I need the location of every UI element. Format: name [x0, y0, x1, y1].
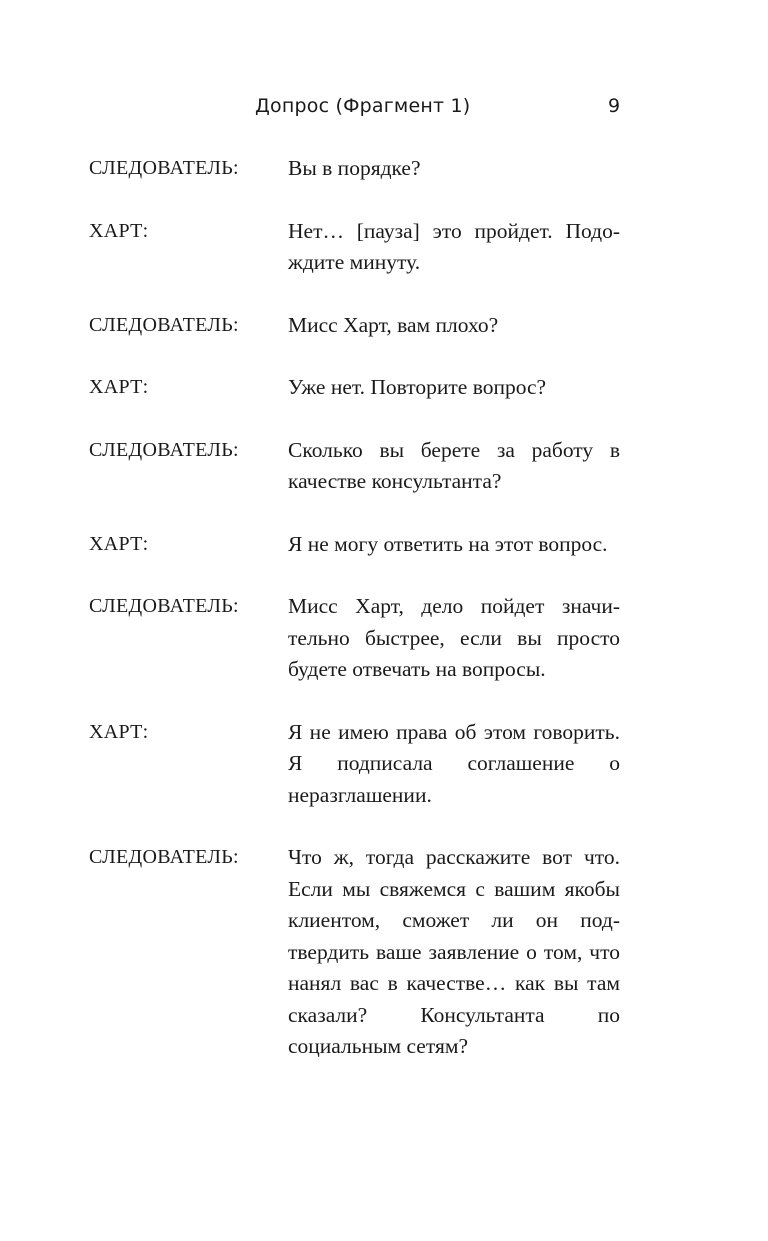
speaker-label: СЛЕДОВАТЕЛЬ:	[89, 157, 239, 179]
speaker-label: СЛЕДОВАТЕЛЬ:	[89, 846, 239, 868]
dialogue-line	[89, 310, 620, 342]
page-number: 9	[608, 95, 621, 117]
dialogue-line	[89, 591, 620, 686]
dialogue-line	[89, 153, 620, 185]
speech-text: Мисс Харт, вам плохо?	[288, 312, 499, 337]
speaker-label: ХАРТ:	[89, 376, 149, 398]
speech-text: Что ж, тогда расскажите вот что. Если мы свяжемся с вашим якобы клиентом, сможет ли он подтвердить ваше заявление о том, что нанял вас в качестве… как вы там сказали? Консультанта по социальным сетям?	[288, 845, 620, 1058]
dialogue-line	[89, 717, 620, 812]
speaker-label: СЛЕДОВАТЕЛЬ:	[89, 438, 239, 461]
speaker-label: СЛЕДОВАТЕЛЬ:	[89, 313, 239, 336]
speaker-label: СЛЕДОВАТЕЛЬ:	[89, 595, 239, 617]
speech-text: Уже нет. Повторите вопрос?	[288, 375, 547, 399]
dialogue-line	[89, 842, 620, 1063]
speech-text: Вы в порядке?	[288, 156, 421, 180]
speech-text: Мисс Харт, дело пойдет значительно быстрее, если вы просто будете отвечать на вопросы.	[288, 594, 620, 681]
dialogue-line	[89, 372, 620, 404]
speaker-label: ХАРТ:	[89, 720, 149, 743]
speech-text: Я не имею права об этом говорить. Я подписала соглашение о неразглашении.	[288, 719, 620, 807]
dialogue-line	[89, 435, 620, 498]
dialogue-line	[89, 529, 620, 561]
speaker-label: ХАРТ:	[89, 219, 149, 242]
dialogue-line	[89, 216, 620, 279]
speech-text: Сколько вы берете за работу в качестве консультанта?	[288, 437, 620, 493]
speech-text: Нет… [пауза] это пройдет. Подождите минуту.	[288, 218, 620, 274]
speaker-label: ХАРТ:	[89, 532, 149, 555]
running-header	[0, 92, 768, 120]
speech-text: Я не могу ответить на этот вопрос.	[288, 531, 608, 556]
chapter-title: Допрос (Фрагмент 1)	[255, 95, 471, 117]
dialogue-transcript	[89, 153, 620, 1094]
